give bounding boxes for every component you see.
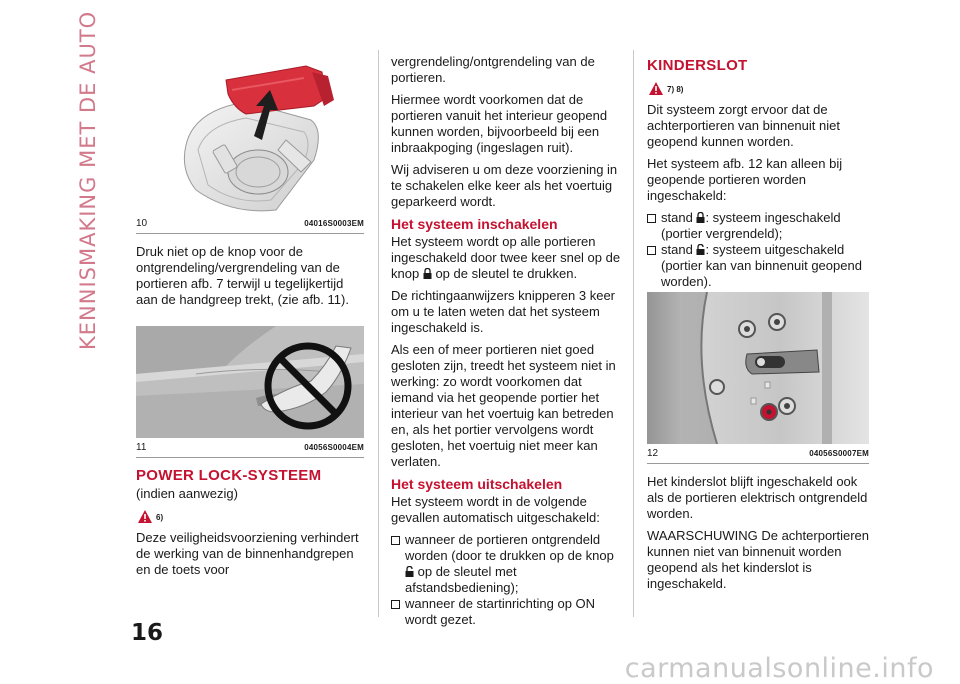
paragraph: vergrendeling/ontgrendeling van de portieren. <box>391 54 595 85</box>
paragraph: De richtingaanwijzers knipperen 3 keer om u te laten weten dat het systeem ingeschakeld is. <box>391 288 616 335</box>
text-part: wanneer de portieren ontgrendeld worden (door te drukken op de knop <box>405 532 614 563</box>
unlock-icon <box>405 566 414 577</box>
paragraph: Dit systeem zorgt ervoor dat de achterportieren van binnenuit niet geopend kunnen worden. <box>647 102 840 149</box>
paragraph: Het systeem wordt in de volgende gevallen automatisch uitgeschakeld: <box>391 494 600 525</box>
column-divider <box>378 50 379 617</box>
paragraph: Het kinderslot blijft ingeschakeld ook als de portieren elektrisch ontgrendeld worden. <box>647 474 868 521</box>
door-handle-image <box>136 326 364 438</box>
paragraph: Hiermee wordt voorkomen dat de portieren vanuit het interieur geopend kunnen worden, bijvoorbeeld bij een inbraakpoging (ingeslagen ruit). <box>391 92 608 155</box>
warning-reference <box>649 78 869 98</box>
lock-icon <box>423 268 432 279</box>
list-item <box>647 210 869 242</box>
figure-11 <box>136 326 364 458</box>
list-item <box>391 596 623 628</box>
text-part: stand <box>661 210 693 225</box>
warning-triangle-icon <box>649 82 663 95</box>
text-part: op de sleutel te drukken. <box>435 266 578 281</box>
list-text <box>661 242 869 290</box>
warning-refs: 6) <box>156 513 164 522</box>
key-illustration <box>136 50 364 214</box>
figure-caption <box>647 444 869 464</box>
paragraph: Deze veiligheidsvoorziening verhindert de werking van de binnenhandgrepen en de toets voor <box>136 530 359 577</box>
paragraph <box>391 234 623 282</box>
list-text <box>661 210 869 242</box>
figure-code: 04056S0007EM <box>809 449 869 458</box>
page-number: 16 <box>131 620 164 646</box>
text-part: : systeem ingeschakeld (portier vergrendeld); <box>661 210 841 241</box>
watermark: carmanualsonline.info <box>624 653 934 684</box>
figure-number: 12 <box>647 448 659 459</box>
paragraph: WAARSCHUWING De achterportieren kunnen niet van binnenuit worden geopend als het kinderslot is ingeschakeld. <box>647 528 870 591</box>
list-item <box>391 532 623 596</box>
paragraph: Wij adviseren u om deze voorziening in te schakelen elke keer als het voertuig geparkeerd wordt. <box>391 162 618 209</box>
figure-caption <box>136 438 364 458</box>
door-handle-illustration <box>136 326 364 438</box>
paragraph: Druk niet op de knop voor de ontgrendeling/vergrendeling van de portieren afb. 7 terwijl u tegelijkertijd aan de handgreep trekt, (zie afb. 11). <box>136 244 349 307</box>
subheading: (indien aanwezig) <box>136 486 238 501</box>
text-part: stand <box>661 242 693 257</box>
figure-10 <box>136 50 364 234</box>
column-divider <box>633 50 634 617</box>
child-lock-illustration <box>647 292 869 444</box>
column-3 <box>647 58 869 598</box>
figure-code: 04016S0003EM <box>304 219 364 228</box>
warning-refs: 7) 8) <box>667 85 684 94</box>
section-heading: KINDERSLOT <box>647 57 748 74</box>
bullet-box <box>391 600 400 609</box>
list-text <box>405 532 623 596</box>
text-part: op de sleutel met afstandsbediening); <box>405 564 519 595</box>
list-item <box>647 242 869 290</box>
bullet-box <box>647 214 656 223</box>
figure-12 <box>647 292 869 464</box>
key-fob-image <box>136 50 364 214</box>
figure-code: 04056S0004EM <box>304 443 364 452</box>
column-2 <box>391 54 623 628</box>
text-part: : systeem uitgeschakeld (portier kan van binnenuit geopend worden). <box>661 242 862 289</box>
bullet-box <box>391 536 400 545</box>
warning-reference <box>138 506 364 526</box>
subsection-heading: Het systeem inschakelen <box>391 216 558 232</box>
text-part: Het systeem wordt op alle portieren ingeschakeld door twee keer snel op de knop <box>391 234 621 281</box>
paragraph: Het systeem afb. 12 kan alleen bij geopende portieren worden ingeschakeld: <box>647 156 843 203</box>
side-section-title: KENNISMAKING MET DE AUTO <box>76 10 100 350</box>
section-heading: POWER LOCK-SYSTEEM <box>136 467 322 484</box>
child-lock-image <box>647 292 869 444</box>
paragraph: Als een of meer portieren niet goed gesloten zijn, treedt het systeem niet in werking: zo wordt voorkomen dat iemand via het geopende portier het interieur van het voertuig kan betreden en, als het portier vervolgens wordt gesloten, het voertuig niet meer kan verlaten. <box>391 342 616 469</box>
figure-number: 10 <box>136 218 148 229</box>
column-1 <box>136 50 364 584</box>
bullet-box <box>647 246 656 255</box>
warning-triangle-icon <box>138 510 152 523</box>
list-text: wanneer de startinrichting op ON wordt gezet. <box>405 596 596 627</box>
subsection-heading: Het systeem uitschakelen <box>391 476 563 492</box>
figure-caption <box>136 214 364 234</box>
figure-number: 11 <box>136 442 147 453</box>
